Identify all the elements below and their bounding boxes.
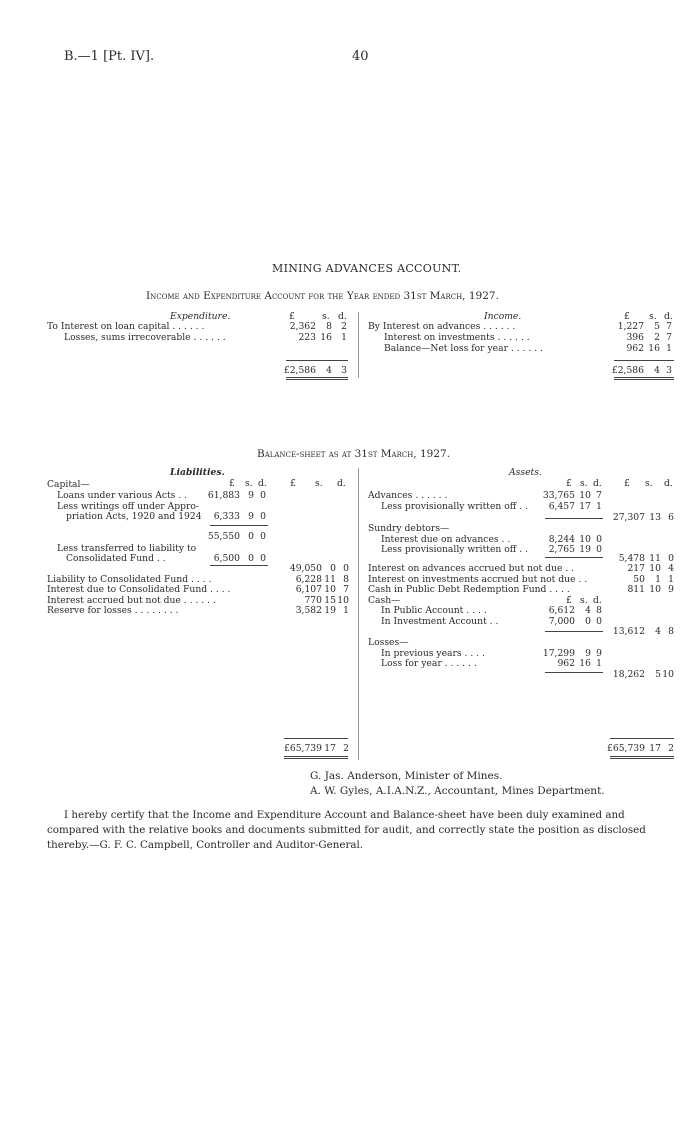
- account-title: MINING ADVANCES ACCOUNT.: [272, 262, 462, 275]
- page-number: 40: [352, 49, 369, 64]
- subtotal-rule: [210, 525, 268, 526]
- cash-pence-header: d.: [593, 595, 602, 606]
- asset-inner-shilling-header: s.: [580, 478, 588, 489]
- int-less-label: Less provisionally written off . .: [381, 544, 528, 555]
- cash-total-rule: [545, 631, 603, 632]
- subtotal-shillings: 0: [248, 531, 254, 542]
- liab-outer-pound-header: £: [290, 478, 296, 489]
- exp-total-pence: 3: [341, 365, 347, 376]
- liability-row-shillings: 10: [324, 584, 336, 595]
- sundry-debtors-label: Sundry debtors—: [368, 523, 450, 534]
- expenditure-heading: Expenditure.: [170, 311, 231, 322]
- liab-total-double-rule: [284, 756, 348, 759]
- int-less-pence: 0: [596, 544, 602, 555]
- liability-row-shillings: 15: [324, 595, 336, 606]
- capital-total-pence: 0: [343, 563, 349, 574]
- asset-total-pence: 2: [668, 743, 674, 754]
- adv-less-label: Less provisionally written off . .: [381, 501, 528, 512]
- int-adv-label: Interest due on advances . .: [381, 534, 511, 545]
- advances-label: Advances . . . . . .: [368, 490, 448, 501]
- liability-row-label: Interest due to Consolidated Fund . . . .: [47, 584, 231, 595]
- adv-net-shillings: 13: [649, 512, 661, 523]
- inc-row-shillings: 2: [654, 332, 660, 343]
- int-adv-shillings: 10: [579, 534, 591, 545]
- inc-total-pounds: £2,586: [611, 365, 644, 376]
- investment-account-pounds: 7,000: [548, 616, 575, 627]
- asset-total-shillings: 17: [649, 743, 661, 754]
- asset-row-label: Interest on investments accrued but not due . .: [368, 574, 588, 585]
- consolidated-fund-label: Consolidated Fund . .: [66, 553, 166, 564]
- asset-row-shillings: 10: [649, 563, 661, 574]
- exp-total-double-rule: [286, 377, 348, 380]
- public-account-label: In Public Account . . . .: [381, 605, 487, 616]
- transferred-pence: 0: [260, 553, 266, 564]
- inc-total-double-rule: [614, 377, 674, 380]
- loans-pounds: 61,883: [207, 490, 240, 501]
- loss-for-year-label: Loss for year . . . . . .: [381, 658, 477, 669]
- previous-years-label: In previous years . . . .: [381, 648, 485, 659]
- liability-row-pounds: 3,582: [295, 605, 322, 616]
- liability-row-pence: 10: [337, 595, 349, 606]
- sundry-net-rule: [545, 557, 603, 558]
- liab-outer-shilling-header: s.: [315, 478, 323, 489]
- exp-row-pounds: 223: [298, 332, 316, 343]
- less-writings-label: Less writings off under Appro-: [57, 501, 200, 512]
- asset-total-double-rule: [610, 756, 674, 759]
- ie-title: Income and Expenditure Account for the Year ended 31st March, 1927.: [146, 290, 499, 302]
- appropriation-label: priation Acts, 1920 and 1924: [66, 511, 202, 522]
- liability-row-pounds: 6,228: [295, 574, 322, 585]
- income-heading: Income.: [484, 311, 522, 322]
- liab-inner-shilling-header: s.: [245, 478, 253, 489]
- cash-total-shillings: 4: [655, 626, 661, 637]
- subtotal-pounds: 55,550: [207, 531, 240, 542]
- asset-row-pence: 1: [668, 574, 674, 585]
- loss-for-year-pence: 1: [596, 658, 602, 669]
- writings-off-pounds: 6,333: [213, 511, 240, 522]
- sundry-net-shillings: 11: [649, 553, 661, 564]
- liability-row-shillings: 19: [324, 605, 336, 616]
- exp-row-pence: 2: [341, 321, 347, 332]
- adv-less-pounds: 6,457: [548, 501, 575, 512]
- exp-shilling-header: s.: [322, 311, 330, 322]
- loans-shillings: 9: [248, 490, 254, 501]
- cash-total-pounds: 13,612: [612, 626, 645, 637]
- advances-shillings: 10: [579, 490, 591, 501]
- inc-row-pounds: 1,227: [617, 321, 644, 332]
- transferred-pounds: 6,500: [213, 553, 240, 564]
- inc-total-pence: 3: [666, 365, 672, 376]
- asset-row-label: Cash in Public Debt Redemption Fund . . . .: [368, 584, 570, 595]
- asset-outer-shilling-header: s.: [645, 478, 653, 489]
- asset-row-shillings: 10: [649, 584, 661, 595]
- accountant-signature: A. W. Gyles, A.I.A.N.Z., Accountant, Mines Department.: [310, 785, 605, 797]
- exp-pence-header: d.: [338, 311, 347, 322]
- previous-years-pounds: 17,299: [542, 648, 575, 659]
- asset-total-rule: [610, 738, 674, 739]
- int-less-pounds: 2,765: [548, 544, 575, 555]
- advances-pence: 7: [596, 490, 602, 501]
- int-adv-pounds: 8,244: [548, 534, 575, 545]
- capital-total-pounds: 49,050: [289, 563, 322, 574]
- exp-row-pence: 1: [341, 332, 347, 343]
- cash-total-pence: 8: [668, 626, 674, 637]
- liabilities-heading: Liabilities.: [170, 467, 225, 478]
- public-account-pounds: 6,612: [548, 605, 575, 616]
- exp-row-label: To Interest on loan capital . . . . . .: [47, 321, 205, 332]
- investment-account-pence: 0: [596, 616, 602, 627]
- exp-row-shillings: 8: [326, 321, 332, 332]
- cash-label: Cash—: [368, 595, 401, 606]
- loss-total-shillings: 5: [655, 669, 661, 680]
- investment-account-shillings: 0: [585, 616, 591, 627]
- inc-total-rule: [614, 360, 674, 361]
- asset-row-pounds: 217: [627, 563, 645, 574]
- loss-total-rule: [545, 672, 603, 673]
- liability-row-pence: 1: [343, 605, 349, 616]
- liab-total-shillings: 17: [324, 743, 336, 754]
- less-transferred-label: Less transferred to liability to: [57, 543, 197, 554]
- inc-row-shillings: 16: [648, 343, 660, 354]
- certificate-line: thereby.—G. F. C. Campbell, Controller and Auditor-General.: [47, 839, 364, 851]
- inc-row-label: By Interest on advances . . . . . .: [368, 321, 516, 332]
- loss-total-pence: 10: [662, 669, 674, 680]
- adv-net-pounds: 27,307: [612, 512, 645, 523]
- exp-total-shillings: 4: [326, 365, 332, 376]
- asset-row-shillings: 1: [655, 574, 661, 585]
- inc-pound-header: £: [624, 311, 630, 322]
- liability-row-pence: 7: [343, 584, 349, 595]
- advances-pounds: 33,765: [542, 490, 575, 501]
- sundry-net-pence: 0: [668, 553, 674, 564]
- liab-total-pounds: £65,739: [284, 743, 322, 754]
- exp-row-shillings: 16: [320, 332, 332, 343]
- cash-pound-header: £: [566, 595, 572, 606]
- inc-row-pence: 7: [666, 321, 672, 332]
- cash-shilling-header: s.: [580, 595, 588, 606]
- previous-years-pence: 9: [596, 648, 602, 659]
- liability-row-label: Liability to Consolidated Fund . . . .: [47, 574, 212, 585]
- liab-total-pence: 2: [343, 743, 349, 754]
- transferred-shillings: 0: [248, 553, 254, 564]
- minister-signature: G. Jas. Anderson, Minister of Mines.: [310, 770, 503, 782]
- sundry-net-pounds: 5,478: [618, 553, 645, 564]
- adv-less-shillings: 17: [579, 501, 591, 512]
- liab-total-rule: [284, 738, 348, 739]
- adv-net-pence: 6: [668, 512, 674, 523]
- exp-pound-header: £: [289, 311, 295, 322]
- writings-off-pence: 0: [260, 511, 266, 522]
- capital-label: Capital—: [47, 479, 90, 490]
- certificate-line: compared with the relative books and documents submitted for audit, and correctly state the position as disclosed: [47, 824, 646, 836]
- asset-row-pence: 9: [668, 584, 674, 595]
- inc-row-pence: 1: [666, 343, 672, 354]
- assets-heading: Assets.: [509, 467, 542, 478]
- loans-label: Loans under various Acts . .: [57, 490, 188, 501]
- inc-pence-header: d.: [664, 311, 673, 322]
- liab-outer-pence-header: d.: [337, 478, 346, 489]
- public-account-pence: 8: [596, 605, 602, 616]
- exp-total-rule: [286, 360, 348, 361]
- int-adv-pence: 0: [596, 534, 602, 545]
- liability-row-pence: 8: [343, 574, 349, 585]
- liab-inner-pence-header: d.: [258, 478, 267, 489]
- asset-total-pounds: £65,739: [607, 743, 645, 754]
- public-account-shillings: 4: [585, 605, 591, 616]
- asset-row-pounds: 50: [633, 574, 645, 585]
- loss-for-year-shillings: 16: [579, 658, 591, 669]
- loss-total-pounds: 18,262: [612, 669, 645, 680]
- ie-column-divider: [358, 312, 359, 378]
- inc-total-shillings: 4: [654, 365, 660, 376]
- subtotal-pence: 0: [260, 531, 266, 542]
- inc-row-pence: 7: [666, 332, 672, 343]
- inc-row-shillings: 5: [654, 321, 660, 332]
- asset-outer-pence-header: d.: [664, 478, 673, 489]
- liability-row-shillings: 11: [324, 574, 336, 585]
- exp-row-pounds: 2,362: [289, 321, 316, 332]
- asset-inner-pence-header: d.: [593, 478, 602, 489]
- liab-inner-pound-header: £: [229, 478, 235, 489]
- adv-less-pence: 1: [596, 501, 602, 512]
- inc-row-label: Balance—Net loss for year . . . . . .: [384, 343, 544, 354]
- inc-row-label: Interest on investments . . . . . .: [384, 332, 530, 343]
- loss-for-year-pounds: 962: [557, 658, 575, 669]
- exp-row-label: Losses, sums irrecoverable . . . . . .: [64, 332, 226, 343]
- asset-row-pence: 4: [668, 563, 674, 574]
- int-less-shillings: 19: [579, 544, 591, 555]
- capital-total-shillings: 0: [330, 563, 336, 574]
- inc-row-pounds: 396: [626, 332, 644, 343]
- document-reference: B.—1 [Pt. IV].: [64, 49, 155, 64]
- adv-net-rule: [545, 518, 603, 519]
- liability-row-pounds: 770: [304, 595, 322, 606]
- investment-account-label: In Investment Account . .: [381, 616, 499, 627]
- liability-row-label: Reserve for losses . . . . . . . .: [47, 605, 179, 616]
- bs-column-divider: [358, 468, 359, 760]
- liability-row-pounds: 6,107: [295, 584, 322, 595]
- inc-shilling-header: s.: [649, 311, 657, 322]
- loans-pence: 0: [260, 490, 266, 501]
- previous-years-shillings: 9: [585, 648, 591, 659]
- balance-sheet-title: Balance-sheet as at 31st March, 1927.: [257, 448, 451, 460]
- writings-off-shillings: 9: [248, 511, 254, 522]
- inc-row-pounds: 962: [626, 343, 644, 354]
- capital-rule: [210, 565, 268, 566]
- exp-total-pounds: £2,586: [283, 365, 316, 376]
- asset-row-pounds: 811: [627, 584, 645, 595]
- losses-label: Losses—: [368, 637, 409, 648]
- asset-inner-pound-header: £: [566, 478, 572, 489]
- liability-row-label: Interest accrued but not due . . . . . .: [47, 595, 216, 606]
- certificate-line: I hereby certify that the Income and Expenditure Account and Balance-sheet have been duly examined and: [64, 809, 625, 821]
- asset-outer-pound-header: £: [624, 478, 630, 489]
- asset-row-label: Interest on advances accrued but not due . .: [368, 563, 575, 574]
